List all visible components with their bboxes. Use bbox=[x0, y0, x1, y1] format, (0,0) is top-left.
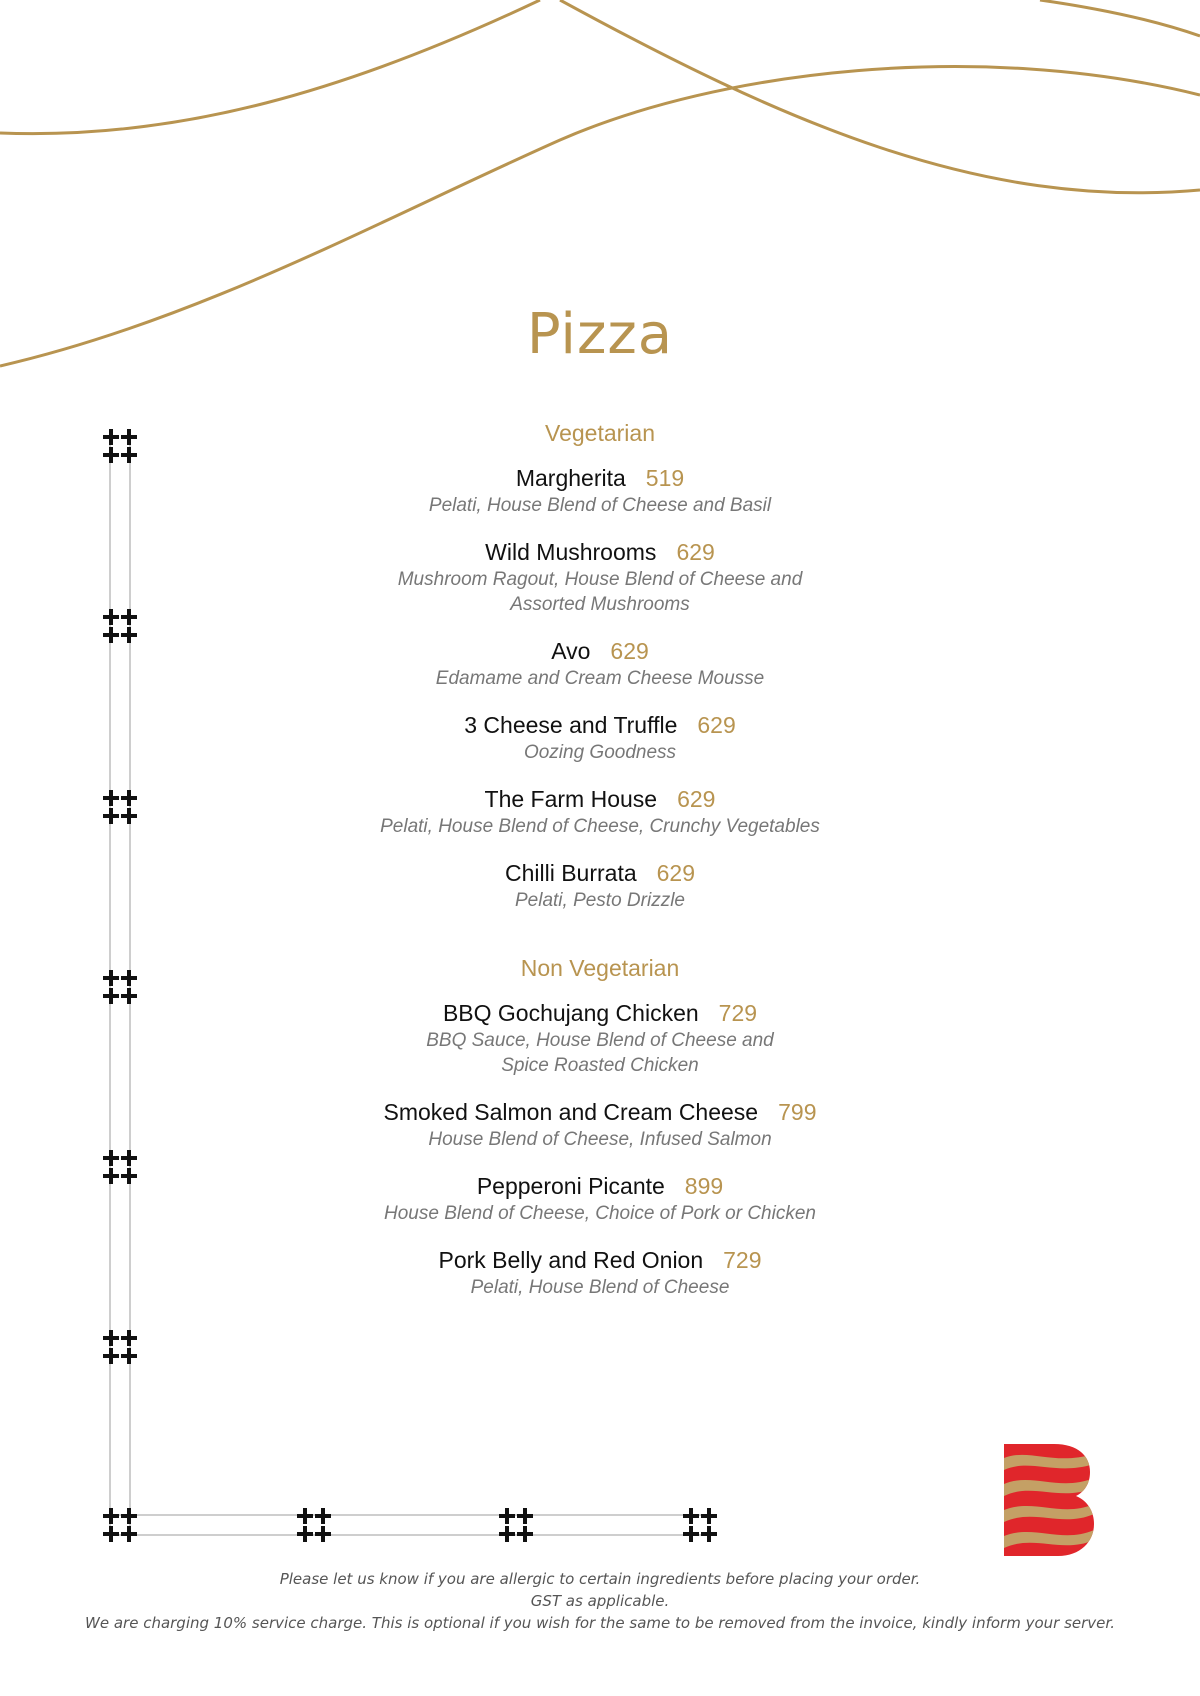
item-name: 3 Cheese and Truffle bbox=[464, 712, 678, 738]
item-description: Oozing Goodness bbox=[523, 742, 677, 763]
item-name: Avo bbox=[551, 638, 591, 664]
item-name: Pork Belly and Red Onion bbox=[438, 1247, 704, 1273]
item-name: Margherita bbox=[515, 465, 626, 491]
item-price: 629 bbox=[676, 539, 715, 565]
section-non-vegetarian bbox=[0, 955, 1200, 1300]
brand-logo bbox=[1004, 1444, 1094, 1556]
gst-note: GST as applicable. bbox=[530, 1592, 670, 1610]
item-description: House Blend of Cheese, Choice of Pork or Chicken bbox=[384, 1203, 816, 1224]
item-description: Spice Roasted Chicken bbox=[501, 1055, 699, 1076]
item-price: 729 bbox=[723, 1247, 762, 1273]
item-description: House Blend of Cheese, Infused Salmon bbox=[428, 1129, 772, 1150]
section-heading: Vegetarian bbox=[545, 420, 655, 446]
item-description: Pelati, House Blend of Cheese bbox=[470, 1277, 730, 1298]
item-name: The Farm House bbox=[484, 786, 658, 812]
item-name: Wild Mushrooms bbox=[485, 539, 657, 565]
item-name: BBQ Gochujang Chicken bbox=[442, 1000, 699, 1026]
menu-item bbox=[0, 1245, 1200, 1300]
item-description: Pelati, House Blend of Cheese, Crunchy Vegetables bbox=[380, 816, 820, 837]
section-vegetarian bbox=[0, 420, 1200, 913]
item-description: Assorted Mushrooms bbox=[510, 594, 690, 615]
section-heading: Non Vegetarian bbox=[520, 955, 680, 981]
item-description: Edamame and Cream Cheese Mousse bbox=[435, 668, 765, 689]
menu-item bbox=[0, 998, 1200, 1078]
item-description: BBQ Sauce, House Blend of Cheese and bbox=[426, 1030, 774, 1051]
menu-item bbox=[0, 537, 1200, 617]
item-name: Chilli Burrata bbox=[504, 860, 637, 886]
menu-item bbox=[0, 463, 1200, 518]
menu-item bbox=[0, 1097, 1200, 1152]
item-name: Smoked Salmon and Cream Cheese bbox=[383, 1099, 759, 1125]
menu-item bbox=[0, 636, 1200, 691]
item-price: 899 bbox=[684, 1173, 724, 1199]
menu-item bbox=[0, 858, 1200, 913]
item-price: 629 bbox=[677, 786, 716, 812]
item-description: Mushroom Ragout, House Blend of Cheese and bbox=[397, 569, 803, 590]
item-name: Pepperoni Picante bbox=[476, 1173, 665, 1199]
menu-item bbox=[0, 1171, 1200, 1226]
service-charge-note: We are charging 10% service charge. This is optional if you wish for the same to be removed from the invoice, kindly inform your server. bbox=[85, 1614, 1115, 1632]
item-price: 799 bbox=[778, 1099, 817, 1125]
item-price: 729 bbox=[718, 1000, 758, 1026]
menu-item bbox=[0, 710, 1200, 765]
item-price: 629 bbox=[656, 860, 696, 886]
menu-item bbox=[0, 784, 1200, 839]
allergy-note: Please let us know if you are allergic to certain ingredients before placing your order. bbox=[279, 1570, 921, 1588]
page-title: Pizza bbox=[526, 302, 674, 367]
footer-notes bbox=[0, 1568, 1200, 1634]
item-price: 519 bbox=[645, 465, 685, 491]
item-price: 629 bbox=[697, 712, 736, 738]
item-description: Pelati, Pesto Drizzle bbox=[514, 890, 685, 911]
item-description: Pelati, House Blend of Cheese and Basil bbox=[428, 495, 772, 516]
item-price: 629 bbox=[610, 638, 649, 664]
